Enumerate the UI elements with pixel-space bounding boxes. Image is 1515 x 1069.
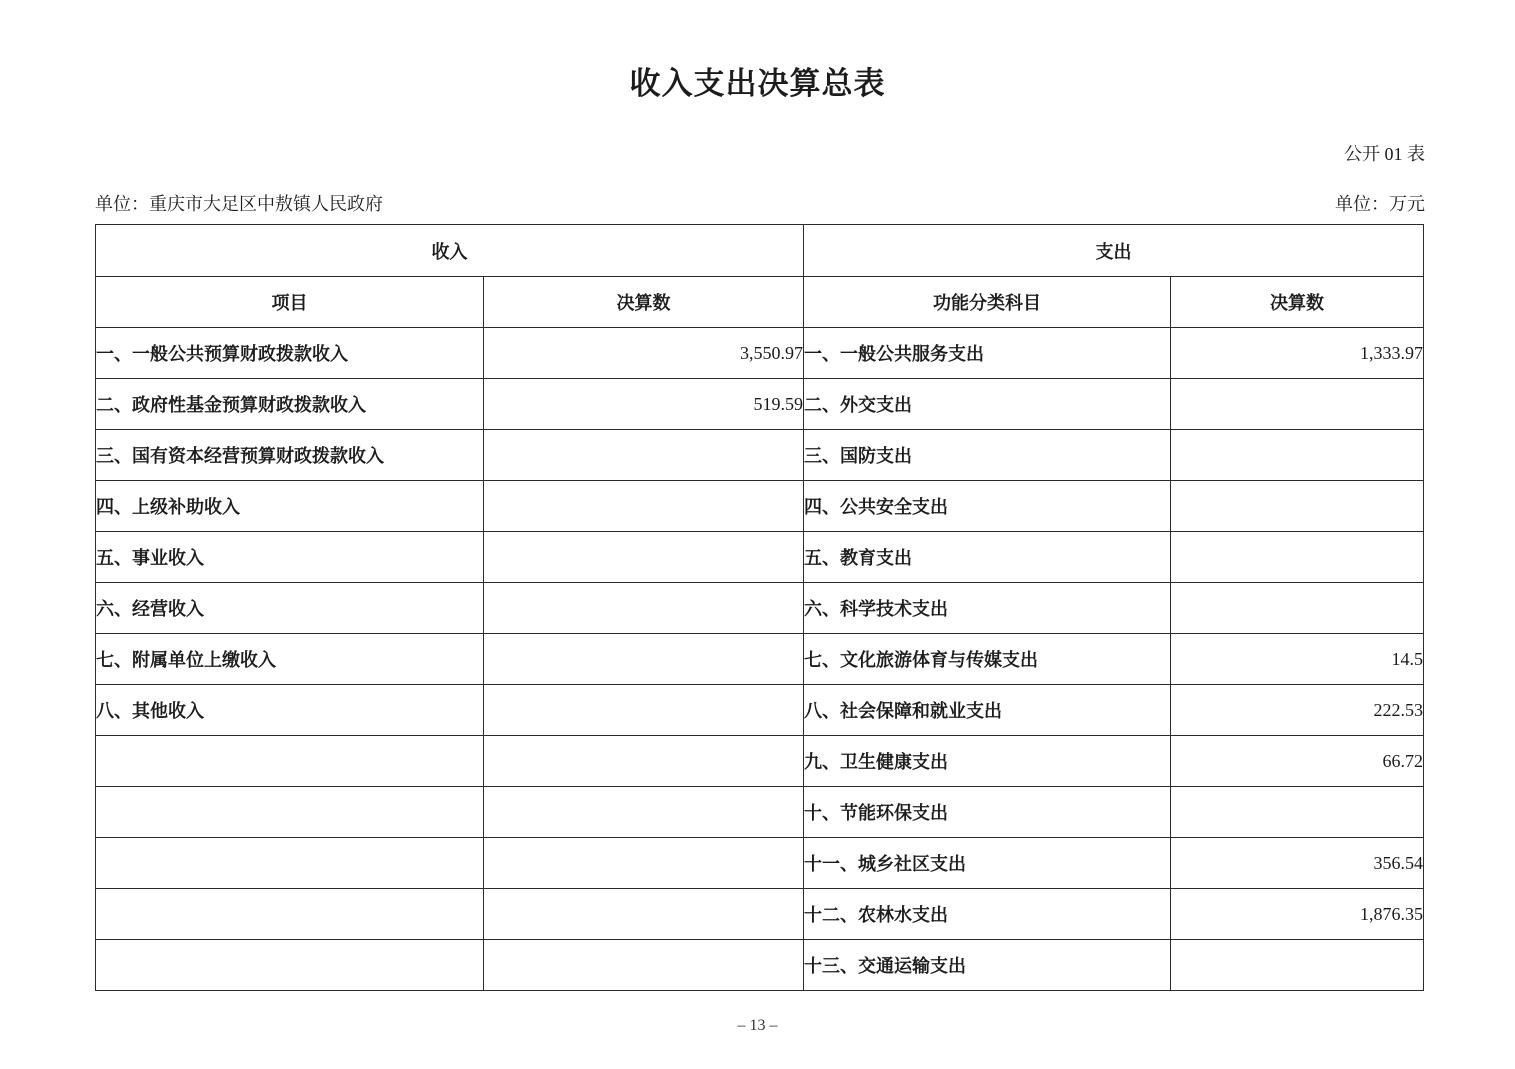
expense-item: 五、教育支出 — [804, 532, 1171, 583]
income-value — [484, 736, 804, 787]
income-value-header: 决算数 — [484, 277, 804, 328]
expense-value — [1171, 481, 1424, 532]
unit-name-label: 单位：重庆市大足区中敖镇人民政府 — [95, 194, 383, 214]
table-row — [96, 787, 1424, 838]
expense-value: 222.53 — [1171, 685, 1424, 736]
income-value — [484, 838, 804, 889]
table-row — [96, 379, 1424, 430]
expense-value: 14.5 — [1171, 634, 1424, 685]
income-value — [484, 532, 804, 583]
expense-item: 九、卫生健康支出 — [804, 736, 1171, 787]
expense-item: 二、外交支出 — [804, 379, 1171, 430]
table-row — [96, 889, 1424, 940]
table-row — [96, 532, 1424, 583]
column-header-row — [96, 277, 1424, 328]
expense-value: 66.72 — [1171, 736, 1424, 787]
expense-item: 十、节能环保支出 — [804, 787, 1171, 838]
page-title: 收入支出决算总表 — [629, 66, 886, 101]
income-item: 三、国有资本经营预算财政拨款收入 — [96, 430, 484, 481]
expense-value — [1171, 787, 1424, 838]
expense-banner: 支出 — [804, 225, 1424, 277]
page-number: – 13 – — [737, 1017, 778, 1034]
expense-item-header: 功能分类科目 — [804, 277, 1171, 328]
income-item-header: 项目 — [96, 277, 484, 328]
income-item: 一、一般公共预算财政拨款收入 — [96, 328, 484, 379]
expense-value: 1,333.97 — [1171, 328, 1424, 379]
income-value: 3,550.97 — [484, 328, 804, 379]
expense-value — [1171, 940, 1424, 991]
expense-item: 一、一般公共服务支出 — [804, 328, 1171, 379]
table-row — [96, 634, 1424, 685]
income-item: 八、其他收入 — [96, 685, 484, 736]
income-value — [484, 685, 804, 736]
expense-value — [1171, 430, 1424, 481]
income-item — [96, 736, 484, 787]
expense-value-header: 决算数 — [1171, 277, 1424, 328]
income-item — [96, 787, 484, 838]
expense-item: 七、文化旅游体育与传媒支出 — [804, 634, 1171, 685]
expense-item: 八、社会保障和就业支出 — [804, 685, 1171, 736]
expense-value — [1171, 532, 1424, 583]
income-item — [96, 838, 484, 889]
income-value — [484, 940, 804, 991]
table-row — [96, 940, 1424, 991]
table-row — [96, 838, 1424, 889]
table-row — [96, 736, 1424, 787]
expense-value: 356.54 — [1171, 838, 1424, 889]
income-value — [484, 583, 804, 634]
income-item: 七、附属单位上缴收入 — [96, 634, 484, 685]
income-value: 519.59 — [484, 379, 804, 430]
income-item: 四、上级补助收入 — [96, 481, 484, 532]
unit-measure-label: 单位：万元 — [1335, 194, 1425, 214]
income-value — [484, 430, 804, 481]
expense-item: 十三、交通运输支出 — [804, 940, 1171, 991]
banner-row — [96, 225, 1424, 277]
table-row — [96, 685, 1424, 736]
income-item: 六、经营收入 — [96, 583, 484, 634]
expense-value — [1171, 583, 1424, 634]
unit-row — [95, 190, 1425, 216]
expense-value: 1,876.35 — [1171, 889, 1424, 940]
expense-item: 十一、城乡社区支出 — [804, 838, 1171, 889]
expense-item: 六、科学技术支出 — [804, 583, 1171, 634]
income-value — [484, 787, 804, 838]
expense-item: 三、国防支出 — [804, 430, 1171, 481]
income-item — [96, 889, 484, 940]
income-item — [96, 940, 484, 991]
table-row — [96, 430, 1424, 481]
summary-table — [95, 224, 1424, 991]
income-item: 五、事业收入 — [96, 532, 484, 583]
expense-item: 四、公共安全支出 — [804, 481, 1171, 532]
income-value — [484, 889, 804, 940]
expense-value — [1171, 379, 1424, 430]
table-row — [96, 481, 1424, 532]
income-banner: 收入 — [96, 225, 804, 277]
table-row — [96, 583, 1424, 634]
income-value — [484, 481, 804, 532]
income-value — [484, 634, 804, 685]
table-row — [96, 328, 1424, 379]
income-item: 二、政府性基金预算财政拨款收入 — [96, 379, 484, 430]
expense-item: 十二、农林水支出 — [804, 889, 1171, 940]
form-number-label: 公开 01 表 — [1344, 144, 1425, 164]
